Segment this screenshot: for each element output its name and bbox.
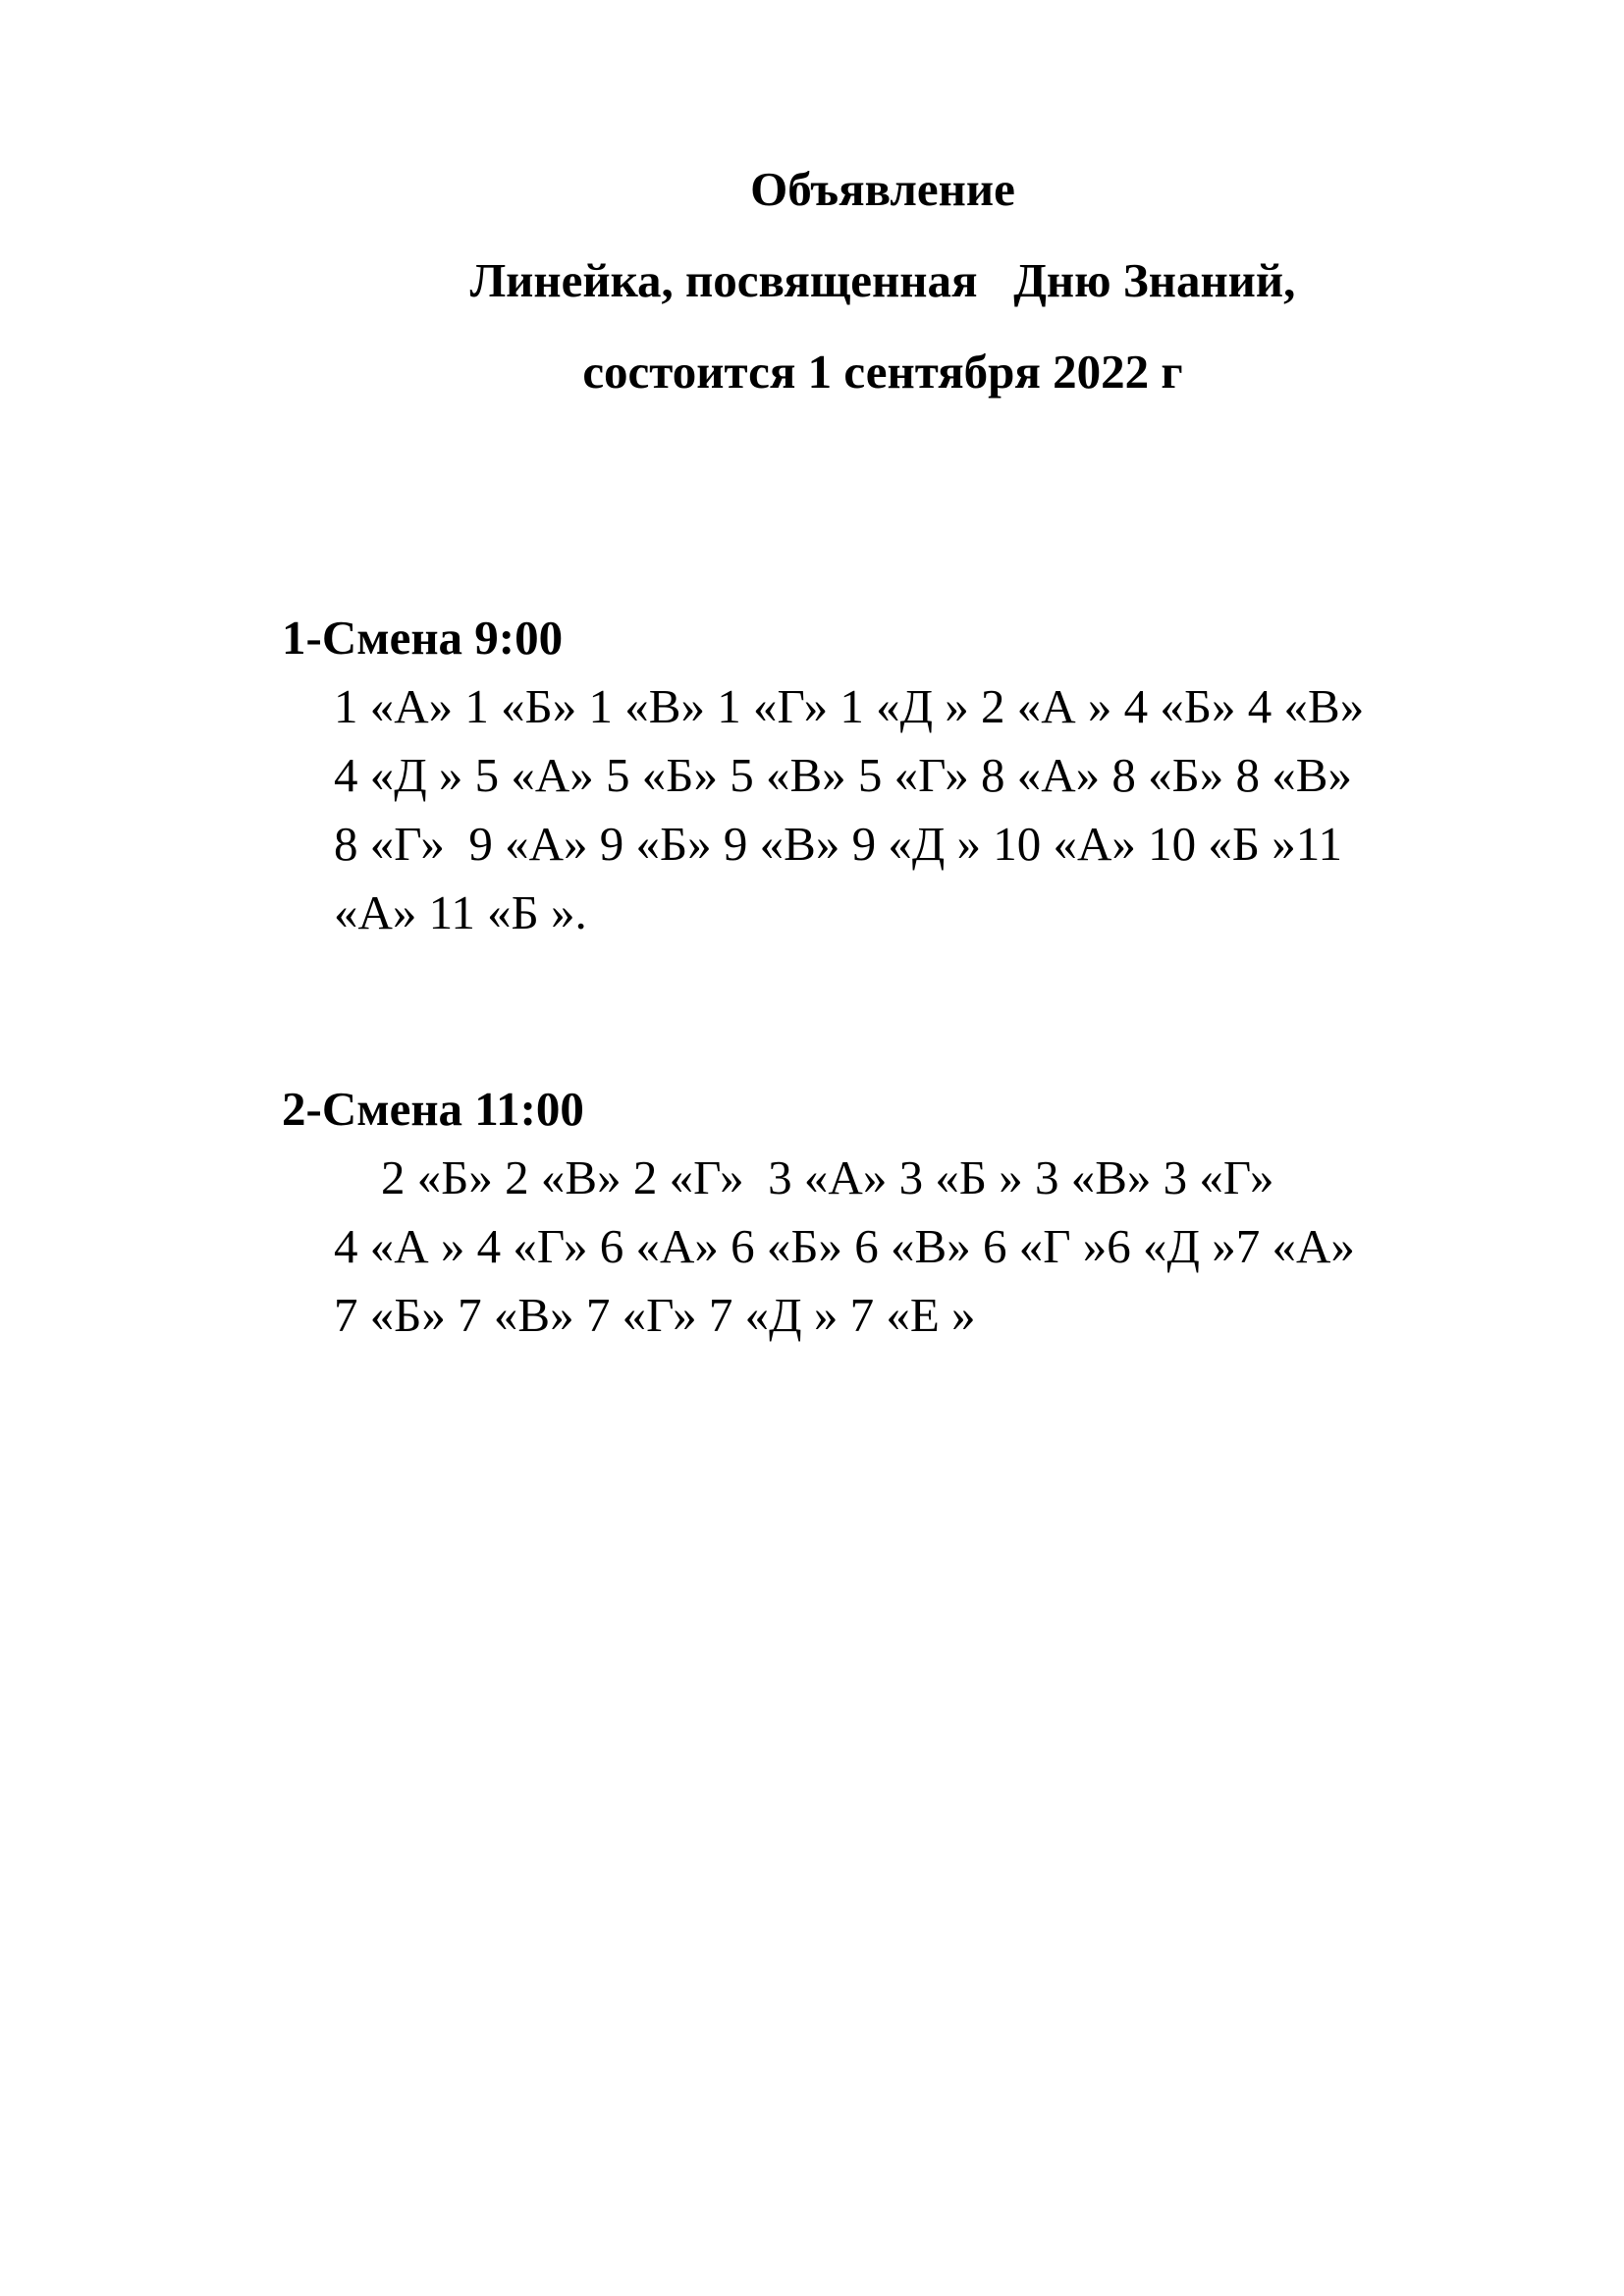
shift-2-classes-line-1: 2 «Б» 2 «В» 2 «Г» 3 «А» 3 «Б » 3 «В» 3 «Г» (381, 1150, 1274, 1204)
document-title: Объявление (750, 162, 1015, 216)
shift-1-classes-line-2: 4 «Д » 5 «А» 5 «Б» 5 «В» 5 «Г» 8 «А» 8 «Б» 8 «В» (334, 748, 1352, 802)
shift-1-classes-line-4: «А» 11 «Б ». (334, 885, 587, 939)
shift-2-classes-line-3: 7 «Б» 7 «В» 7 «Г» 7 «Д » 7 «Е » (334, 1288, 976, 1342)
document-subtitle-line-1: Линейка, посвященная Дню Знаний, (469, 253, 1296, 307)
shift-2-classes-line-2: 4 «А » 4 «Г» 6 «А» 6 «Б» 6 «В» 6 «Г »6 «Д »7 «А» (334, 1219, 1355, 1273)
shift-1-heading: 1-Смена 9:00 (282, 611, 564, 665)
shift-1-classes-line-3: 8 «Г» 9 «А» 9 «Б» 9 «В» 9 «Д » 10 «А» 10 «Б »11 (334, 817, 1342, 871)
document-subtitle-line-2: состоится 1 сентября 2022 г (582, 345, 1183, 399)
shift-2-heading: 2-Смена 11:00 (282, 1082, 584, 1136)
shift-1-classes-line-1: 1 «А» 1 «Б» 1 «В» 1 «Г» 1 «Д » 2 «А » 4 «Б» 4 «В» (334, 679, 1365, 733)
